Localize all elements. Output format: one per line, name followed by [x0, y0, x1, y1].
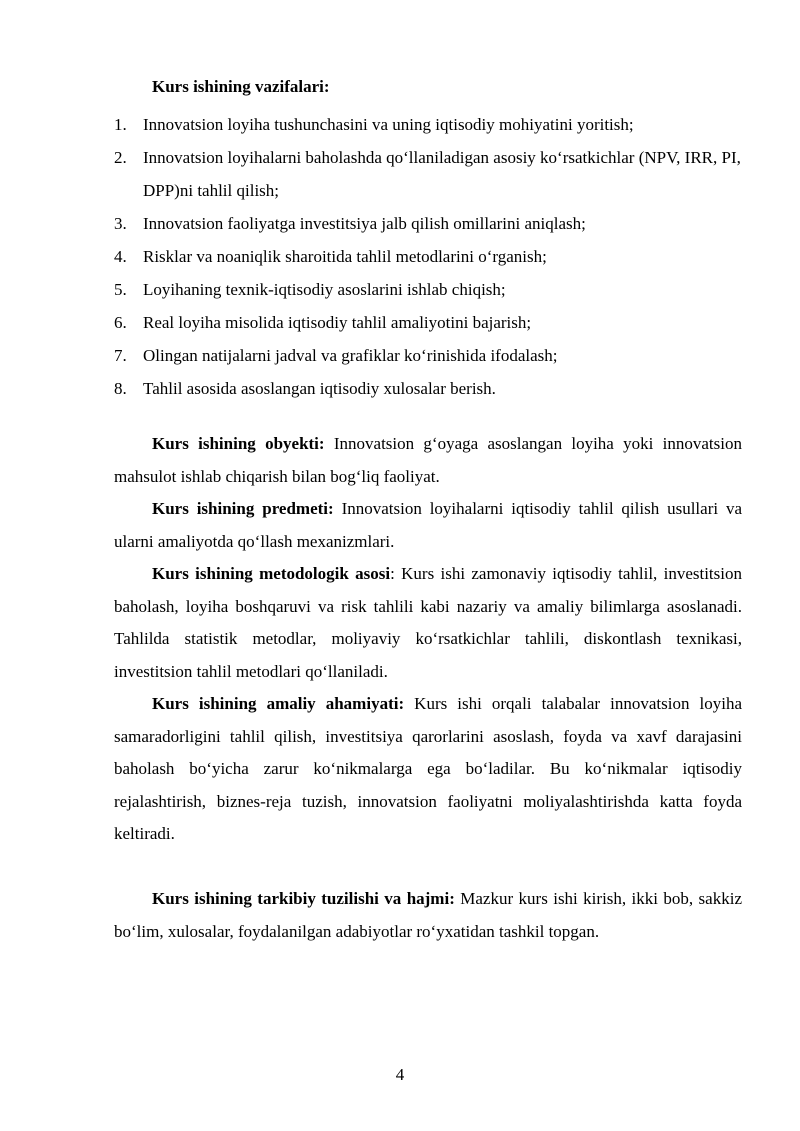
structure-text: Mazkur kurs ishi kirish, ikki bob, sakkiz bo‘lim, xulosalar, foydalanilgan adabiyotlar ro‘yxatidan tashkil topgan.	[114, 889, 742, 941]
structure-label: Kurs ishining tarkibiy tuzilishi va hajmi:	[152, 889, 455, 908]
tasks-heading: Kurs ishining vazifalari:	[152, 77, 330, 96]
list-item	[114, 207, 744, 240]
task-list	[114, 108, 744, 405]
list-item-text: Tahlil asosida asoslangan iqtisodiy xulosalar berish.	[143, 379, 496, 398]
structure-paragraph	[114, 883, 742, 948]
list-item-text: Loyihaning texnik-iqtisodiy asoslarini ishlab chiqish;	[143, 280, 506, 299]
list-item	[114, 141, 744, 207]
list-item	[114, 306, 744, 339]
list-item-number: 2.	[114, 148, 127, 167]
methodology-label: Kurs ishining metodologik asosi	[152, 564, 391, 583]
list-item	[114, 240, 744, 273]
list-item-text: Real loyiha misolida iqtisodiy tahlil amaliyotini bajarish;	[143, 313, 532, 332]
list-item-text: Innovatsion loyiha tushunchasini va uning iqtisodiy mohiyatini yoritish;	[143, 115, 634, 134]
list-item-text: Risklar va noaniqlik sharoitida tahlil metodlarini o‘rganish;	[143, 247, 547, 266]
list-item-text: Olingan natijalarni jadval va grafiklar ko‘rinishida ifodalash;	[143, 346, 558, 365]
list-item	[114, 372, 744, 405]
practical-paragraph	[114, 688, 742, 851]
list-item-number: 7.	[114, 346, 127, 365]
practical-label: Kurs ishining amaliy ahamiyati:	[152, 694, 405, 713]
methodology-text: : Kurs ishi zamonaviy iqtisodiy tahlil, investitsion baholash, loyiha boshqaruvi va risk tahlili kabi nazariy va amaliy bilimlarga asoslanadi. Tahlilda statistik metodlar, moliyaviy ko‘rsatkichlar tahlili, diskontlash texnikasi, investitsion tahlil metodlari qo‘llaniladi.	[114, 564, 742, 681]
list-item	[114, 339, 744, 372]
list-item-number: 8.	[114, 379, 127, 398]
list-item-number: 5.	[114, 280, 127, 299]
list-item-number: 1.	[114, 115, 127, 134]
list-item-number: 4.	[114, 247, 127, 266]
subject-text: Innovatsion loyihalarni iqtisodiy tahlil qilish usullari va ularni amaliyotda qo‘llash mexanizmlari.	[114, 499, 742, 551]
list-item-text: Innovatsion faoliyatga investitsiya jalb qilish omillarini aniqlash;	[143, 214, 586, 233]
list-item	[114, 108, 744, 141]
subject-label: Kurs ishining predmeti:	[152, 499, 334, 518]
object-label: Kurs ishining obyekti:	[152, 434, 325, 453]
page-number: 4	[395, 1065, 405, 1084]
list-item-number: 3.	[114, 214, 127, 233]
object-paragraph	[114, 428, 742, 493]
list-item	[114, 273, 744, 306]
list-item-number: 6.	[114, 313, 127, 332]
practical-text: Kurs ishi orqali talabalar innovatsion loyiha samaradorligini tahlil qilish, investitsiya qarorlarini asoslash, foyda va xavf darajasini baholash bo‘yicha zarur ko‘nikmalarga ega bo‘ladilar. Bu ko‘nikmalar iqtisodiy rejalashtirish, biznes-reja tuzish, innovatsion faoliyatni moliyalashtirishda katta foyda keltiradi.	[114, 694, 742, 843]
list-item-text: Innovatsion loyihalarni baholashda qo‘llaniladigan asosiy ko‘rsatkichlar (NPV, IRR, PI, DPP)ni tahlil qilish;	[143, 148, 741, 200]
subject-paragraph	[114, 493, 742, 558]
object-text: Innovatsion g‘oyaga asoslangan loyiha yoki innovatsion mahsulot ishlab chiqarish bilan bog‘liq faoliyat.	[114, 434, 742, 486]
methodology-paragraph	[114, 558, 742, 688]
